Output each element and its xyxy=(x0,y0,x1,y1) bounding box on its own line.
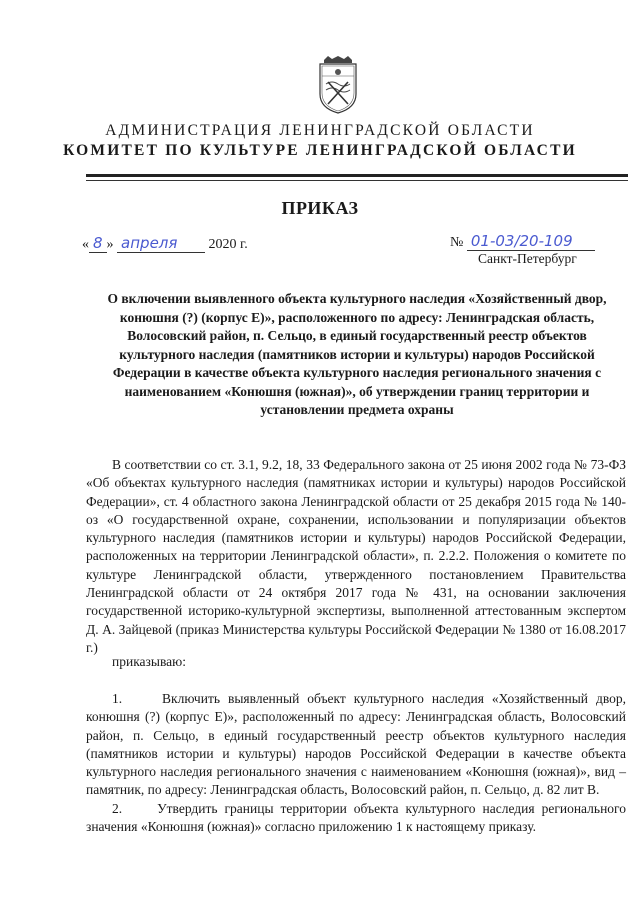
committee-name: КОМИТЕТ ПО КУЛЬТУРЕ ЛЕНИНГРАДСКОЙ ОБЛАСТИ xyxy=(63,142,577,159)
coat-of-arms-icon xyxy=(318,56,358,114)
header-divider-thin xyxy=(86,180,628,181)
document-type-title: ПРИКАЗ xyxy=(281,198,359,218)
order-item-2: 2. Утвердить границы территории объекта культурного наследия регионального значения «Конюшня (южная)» согласно приложению 1 к настоящему приказу. xyxy=(86,801,626,835)
number-value: 01-03/20-109 xyxy=(467,232,595,251)
date-year: 2020 г. xyxy=(208,237,248,252)
administration-name: АДМИНИСТРАЦИЯ ЛЕНИНГРАДСКОЙ ОБЛАСТИ xyxy=(105,122,535,139)
date-open-quote: « xyxy=(82,237,89,252)
header-divider-thick xyxy=(86,174,628,177)
date-month: апреля xyxy=(117,234,205,253)
number-sign: № xyxy=(450,235,464,250)
issue-city: Санкт-Петербург xyxy=(478,251,577,266)
date-close-quote: » xyxy=(106,237,114,252)
order-date xyxy=(82,234,248,253)
order-word: приказываю: xyxy=(112,654,186,669)
date-day: 8 xyxy=(89,234,107,253)
preamble-paragraph: В соответствии со ст. 3.1, 9.2, 18, 33 Федерального закона от 25 июня 2002 года № 73-ФЗ «Об объектах культурного наследия (памятниках истории и культуры) народов Российской Федерации», ст. 4 областного закона Ленинградской области от 25 декабря 2015 года № 140-оз «О государственной охране, сохранении, использовании и популяризации объектов культурного наследия (памятников истории и культуры) народов Российской Федерации, расположенных на территории Ленинградской области», п. 2.2.2. Положения о комитете по культуре Ленинградской области, утвержденного постановлением Правительства Ленинградской области от 24 октября 2017 года № 431, на основании заключения государственной историко-культурной экспертизы, выполненной аттестованным экспертом Д. А. Зайцевой (приказ Министерства культуры Российской Федерации № 1380 от 16.08.2017 г.) xyxy=(86,457,626,655)
order-number xyxy=(450,232,595,251)
order-subject-title: О включении выявленного объекта культурного наследия «Хозяйственный двор, конюшня (?) (корпус Е)», расположенного по адресу: Ленинградская область, Волосовский район, п. Сельцо, в единый государственный реестр объектов культурного наследия (памятников истории и культуры) народов Российской Федерации в качестве объекта культурного наследия регионального значения с наименованием «Конюшня (южная)», об утверждении границ территории и установлении предмета охраны xyxy=(107,291,607,417)
order-item-1: 1. Включить выявленный объект культурного наследия «Хозяйственный двор, конюшня (?) (корпус Е)», расположенный по адресу: Ленинградская область, Волосовский район, п. Сельцо, в единый государственный реестр объектов культурного наследия (памятников истории и культуры) народов Российской Федерации в качестве объекта культурного наследия регионального значения с наименованием «Конюшня (южная)», вид – памятник, по адресу: Ленинградская область, Волосовский район, п. Сельцо, д. 82 лит В. xyxy=(86,691,626,798)
